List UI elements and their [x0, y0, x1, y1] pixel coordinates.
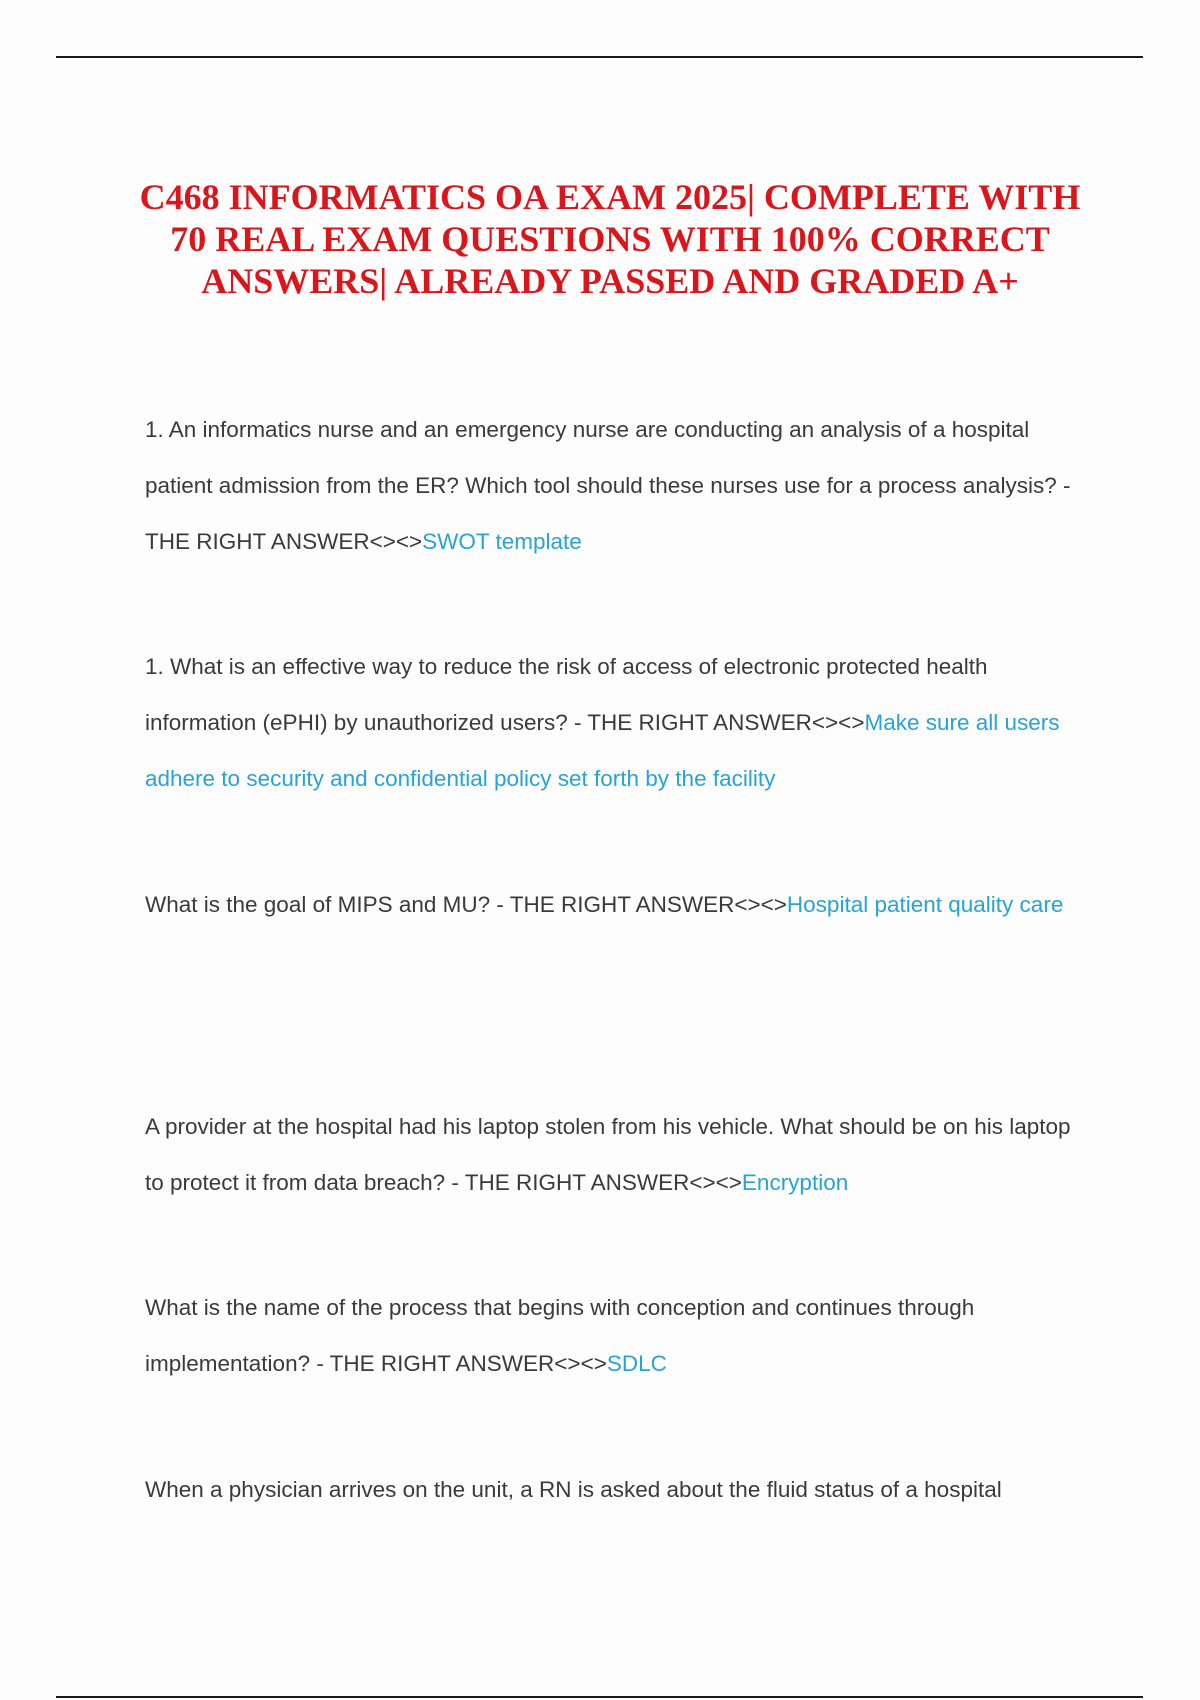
answer-text: Make sure all users adhere to security and confidential policy set forth by the facility [145, 710, 1060, 791]
question-text: 1. An informatics nurse and an emergency nurse are conducting an analysis of a hospital patient admission from the ER? Which tool should these nurses use for a process analysis? - THE RIGHT ANSWER<><> [145, 417, 1071, 554]
question-text: 1. What is an effective way to reduce the risk of access of electronic protected health information (ePHI) by unauthorized users? - THE RIGHT ANSWER<><> [145, 654, 988, 735]
answer-text: SDLC [606, 1351, 667, 1376]
qa-item [145, 877, 1090, 933]
question-text: What is the name of the process that begins with conception and continues through implementation? - THE RIGHT ANSWER<><> [145, 1295, 975, 1376]
qa-item [145, 1280, 1090, 1392]
qa-item [145, 1099, 1090, 1211]
qa-item [145, 639, 1090, 807]
answer-text: Encryption [741, 1170, 849, 1195]
answer-text: Hospital patient quality care [786, 892, 1064, 917]
question-text: What is the goal of MIPS and MU? - THE RIGHT ANSWER<><> [145, 892, 787, 917]
qa-item [145, 1462, 1090, 1518]
document-title: C468 INFORMATICS OA EXAM 2025| COMPLETE WITH 70 REAL EXAM QUESTIONS WITH 100% CORRECT ANSWERS| ALREADY PASSED AND GRADED A+ [139, 177, 1081, 301]
qa-item [145, 402, 1090, 570]
answer-text: SWOT template [422, 529, 582, 554]
header-rule [56, 56, 1143, 58]
question-text: A provider at the hospital had his laptop stolen from his vehicle. What should be on his laptop to protect it from data breach? - THE RIGHT ANSWER<><> [145, 1114, 1071, 1195]
question-text: When a physician arrives on the unit, a RN is asked about the fluid status of a hospital [145, 1477, 1002, 1502]
footer-rule [56, 1696, 1143, 1698]
